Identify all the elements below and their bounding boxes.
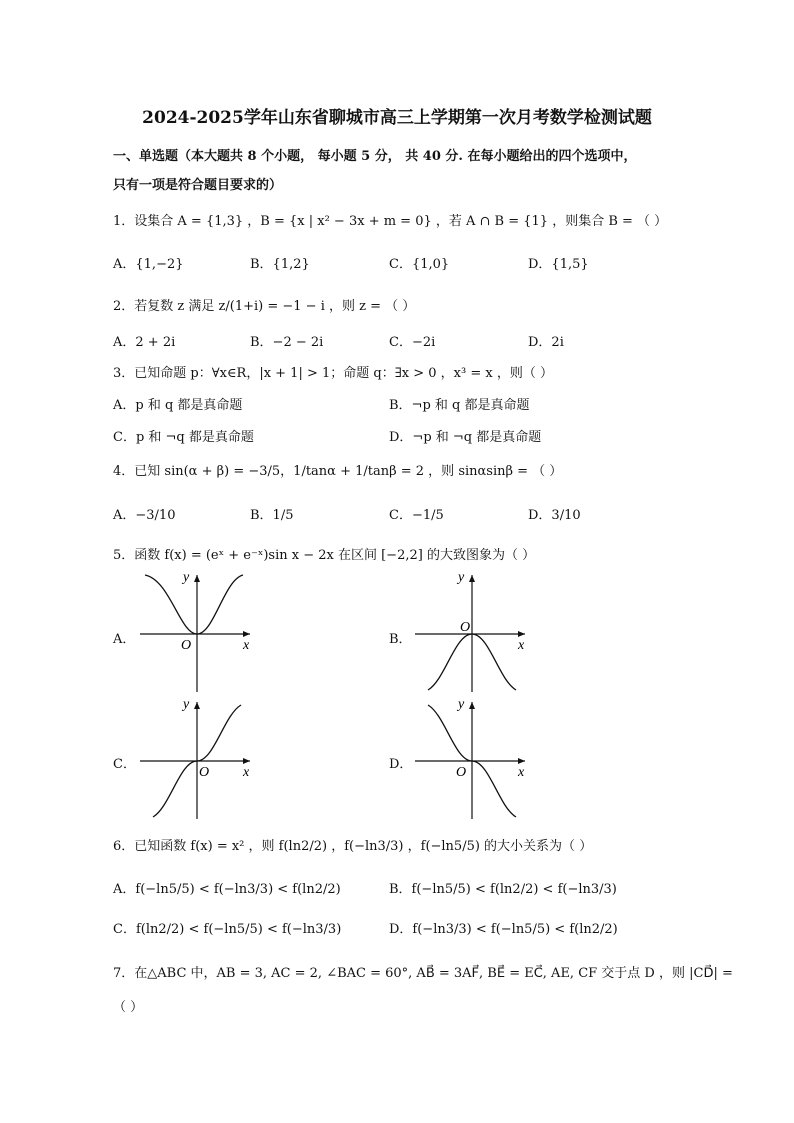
- q5-graph-c: [135, 697, 255, 822]
- q6-option-c: C．f(ln2/2) < f(−ln5/5) < f(−ln3/3): [113, 922, 342, 937]
- q3-option-b: B．¬p 和 q 都是真命题: [389, 398, 530, 413]
- q4-option-d: D．3/10: [528, 508, 581, 523]
- graph-a-y-label: y: [183, 570, 190, 585]
- q3-option-d: D．¬p 和 ¬q 都是真命题: [389, 430, 542, 445]
- section-header-line1: 一、单选题（本大题共 8 个小题， 每小题 5 分， 共 40 分. 在每小题给出的四个选项中，: [113, 149, 637, 164]
- graph-a-x-label: x: [243, 638, 250, 653]
- graph-d-origin-label: O: [456, 765, 467, 780]
- q5-graph-d: [410, 697, 530, 822]
- q5-option-d: D．: [389, 757, 413, 772]
- q2-option-a: A．2 + 2i: [113, 335, 176, 350]
- graph-c-origin-label: O: [199, 765, 210, 780]
- q5-graph-a: [135, 570, 255, 695]
- q1-option-a: A．{1,−2}: [113, 257, 184, 272]
- question-7-answer-blank: （ ）: [113, 1000, 144, 1015]
- q1-option-c: C．{1,0}: [389, 257, 450, 272]
- page-title: 2024-2025学年山东省聊城市高三上学期第一次月考数学检测试题: [142, 108, 652, 128]
- question-4-stem: 4．已知 sin(α + β) = −3/5，1/tanα + 1/tanβ = 2 ，则 sinαsinβ = （ ）: [113, 464, 563, 479]
- q2-option-d: D．2i: [528, 335, 564, 350]
- q6-option-b: B．f(−ln5/5) < f(ln2/2) < f(−ln3/3): [389, 882, 617, 897]
- q1-option-d: D．{1,5}: [528, 257, 589, 272]
- question-2-stem: 2．若复数 z 满足 z/(1+i) = −1 − i ，则 z = （ ）: [113, 299, 416, 314]
- graph-c-x-label: x: [243, 765, 250, 780]
- q3-option-c: C．p 和 ¬q 都是真命题: [113, 430, 254, 445]
- q4-option-b: B．1/5: [250, 508, 294, 523]
- graph-c-y-label: y: [183, 697, 190, 712]
- q5-option-a: A．: [113, 632, 136, 647]
- question-6-stem: 6．已知函数 f(x) = x² ，则 f(ln2/2) ，f(−ln3/3) ，f(−ln5/5) 的大小关系为（ ）: [113, 839, 593, 854]
- graph-b-origin-label: O: [460, 620, 471, 635]
- question-3-stem: 3．已知命题 p：∀x∈R，|x + 1| > 1；命题 q：∃x > 0 ，x³ = x ，则（ ）: [113, 366, 553, 381]
- graph-d-y-label: y: [458, 697, 465, 712]
- graph-b-x-label: x: [518, 638, 525, 653]
- question-7-stem: 7．在△ABC 中，AB = 3, AC = 2, ∠BAC = 60°, AB⃗ = 3AF⃗, BE⃗ = EC⃗, AE, CF 交于点 D ，则 |CD⃗| =: [113, 966, 733, 981]
- q6-option-a: A．f(−ln5/5) < f(−ln3/3) < f(ln2/2): [113, 882, 341, 897]
- q3-option-a: A．p 和 q 都是真命题: [113, 398, 243, 413]
- q5-option-b: B．: [389, 632, 412, 647]
- q2-option-c: C．−2i: [389, 335, 436, 350]
- q1-option-b: B．{1,2}: [250, 257, 310, 272]
- q5-option-c: C．: [113, 757, 136, 772]
- graph-b-y-label: y: [458, 570, 465, 585]
- q4-option-c: C．−1/5: [389, 508, 444, 523]
- graph-d-x-label: x: [518, 765, 525, 780]
- q2-option-b: B．−2 − 2i: [250, 335, 324, 350]
- question-1-stem: 1．设集合 A = {1,3} ，B = {x | x² − 3x + m = 0} ，若 A ∩ B = {1} ，则集合 B = （ ）: [113, 214, 668, 229]
- q4-option-a: A．−3/10: [113, 508, 176, 523]
- q5-graph-b: [410, 570, 530, 695]
- section-header-line2: 只有一项是符合题目要求的）: [113, 178, 283, 193]
- question-5-stem: 5．函数 f(x) = (eˣ + e⁻ˣ)sin x − 2x 在区间 [−2,2] 的大致图象为（ ）: [113, 548, 536, 563]
- q6-option-d: D．f(−ln3/3) < f(−ln5/5) < f(ln2/2): [389, 922, 618, 937]
- graph-a-origin-label: O: [181, 638, 192, 653]
